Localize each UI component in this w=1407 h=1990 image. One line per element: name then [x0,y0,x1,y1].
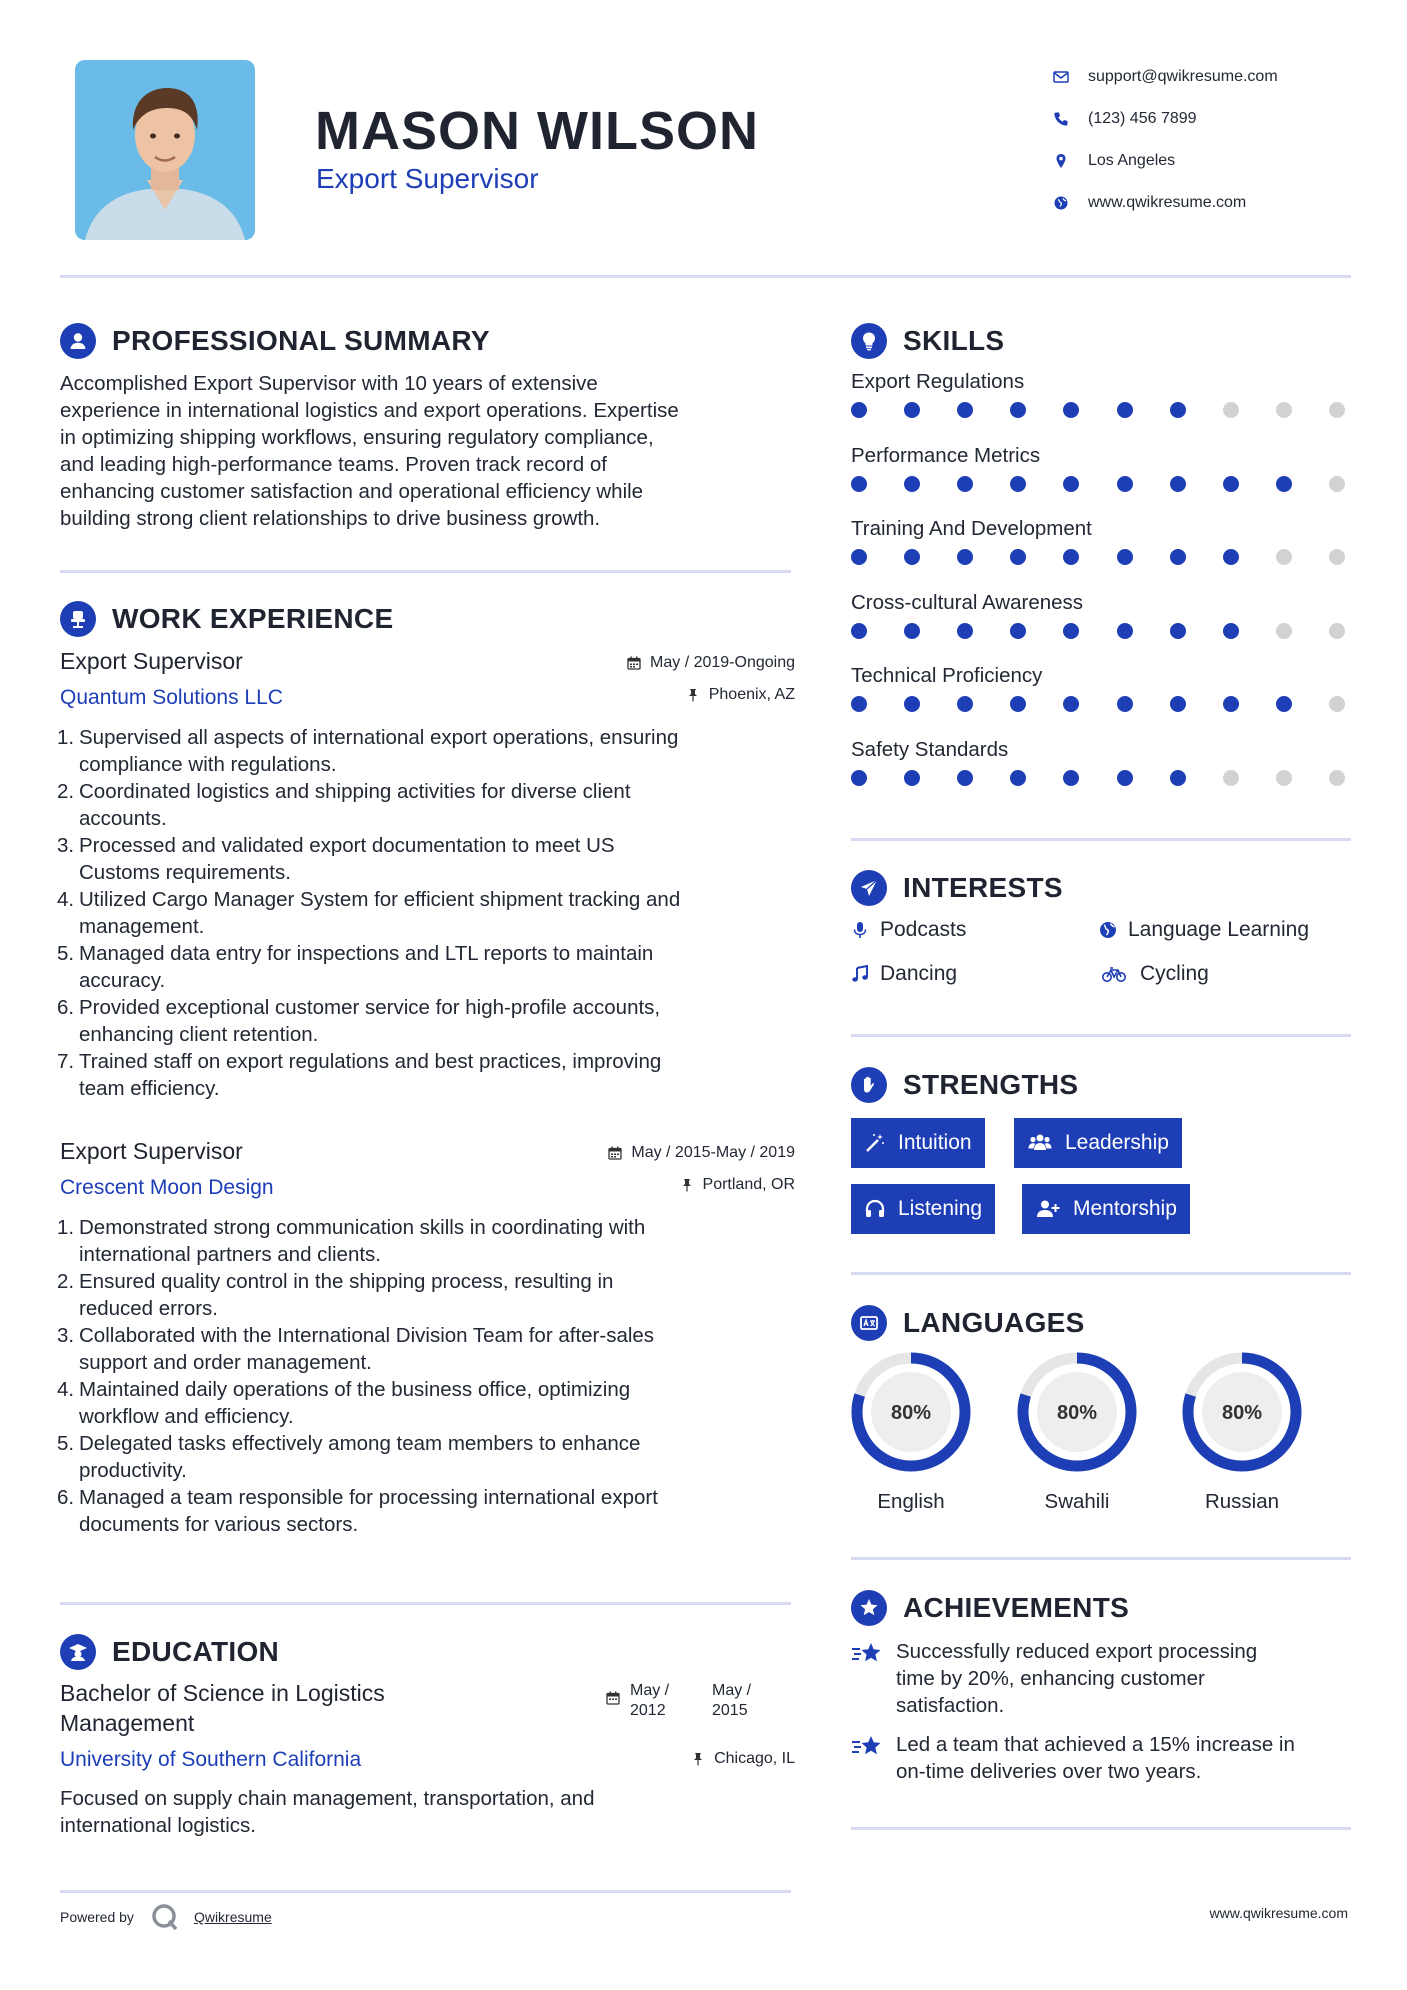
footer-divider [60,1890,791,1893]
calendar-icon [608,1146,622,1160]
language-ring [1180,1350,1304,1474]
shooting-star-icon [851,1639,885,1669]
language-item [1015,1350,1139,1514]
skill-dot-filled [1117,770,1133,786]
skill-dot-filled [957,623,973,639]
footer-powered-by [60,1902,272,1932]
skill-dot-filled [1170,476,1186,492]
skill-dot-filled [1223,549,1239,565]
job-location [680,1176,795,1194]
list-item: 6. Provided exceptional customer service for high-profile accounts, enhancing client retention. [57,996,661,1046]
skill-dot-filled [1117,696,1133,712]
skill-dot-filled [1223,696,1239,712]
work-divider [60,1602,791,1605]
skill-dot-filled [957,549,973,565]
list-item: 1. Demonstrated strong communication skills in coordinating with international partners and clients. [57,1216,646,1266]
candidate-title: Export Supervisor [316,163,539,194]
language-name: English [877,1490,945,1513]
strength-tag-intuition: Intuition [851,1118,985,1168]
contact-website[interactable] [1050,182,1350,224]
job-duties [57,724,795,1102]
list-item: 3. Collaborated with the International Division Team for after-sales support and order management. [57,1324,655,1374]
skill-dot-filled [1117,623,1133,639]
skills-list [851,370,1351,811]
skill-dot-filled [957,402,973,418]
job-duties [57,1214,795,1538]
skill-dot-filled [1170,549,1186,565]
skill-dot-empty [1276,770,1292,786]
skill-dot-filled [1170,696,1186,712]
language-item [849,1350,973,1514]
calendar-icon [627,656,641,670]
job-date-text: May / 2019-Ongoing [650,654,795,671]
list-item: 5. Delegated tasks effectively among team members to enhance productivity. [57,1432,641,1482]
interest-item: Dancing [851,962,957,986]
user-plus-icon [1035,1198,1061,1220]
strength-tag-leadership: Leadership [1014,1118,1182,1168]
hand-icon [851,1067,887,1103]
skill-dot-filled [957,476,973,492]
skill-dot-filled [1063,476,1079,492]
list-item: 2. Ensured quality control in the shipping process, resulting in reduced errors. [57,1270,614,1320]
skill-dot-empty [1329,770,1345,786]
language-name: Swahili [1044,1490,1110,1513]
strength-tag-listening: Listening [851,1184,995,1234]
languages-divider [851,1557,1351,1560]
pin-icon [686,688,700,702]
language-percent: 80% [890,1402,932,1424]
skill-row [851,444,1351,518]
candidate-name: MASON WILSON [315,101,759,161]
profile-photo [75,60,255,240]
list-item: 5. Managed data entry for inspections and LTL reports to maintain accuracy. [57,942,654,992]
skill-row [851,738,1351,812]
interests-title: INTERESTS [903,872,1063,903]
job-date [627,654,795,672]
skill-name: Export Regulations [851,370,1025,393]
paper-plane-icon [851,870,887,906]
job-role: Export Supervisor [60,648,243,674]
job-date [608,1144,795,1162]
languages-heading [851,1305,1085,1341]
language-percent: 80% [1056,1402,1098,1424]
skill-dot-filled [1063,770,1079,786]
skill-dot-filled [1010,770,1026,786]
job-company: Quantum Solutions LLC [60,686,283,709]
skill-dot-filled [1223,476,1239,492]
work-title: WORK EXPERIENCE [112,603,394,634]
skill-dot-filled [851,623,867,639]
header-divider [60,275,1351,278]
summary-heading [60,323,490,359]
interests-divider [851,1034,1351,1037]
strength-tag-mentorship: Mentorship [1022,1184,1190,1234]
summary-line: in optimizing shipping workflows, ensuring regulatory compliance, [60,426,654,449]
contact-phone[interactable] [1050,98,1350,140]
skill-name: Training And Development [851,517,1092,540]
education-dates [606,1681,794,1721]
skill-level [851,770,1345,786]
education-description: Focused on supply chain management, transportation, and international logistics. [60,1787,595,1837]
skill-row [851,664,1351,738]
microphone-icon [851,921,869,939]
list-item: 4. Maintained daily operations of the business office, optimizing workflow and efficiency. [57,1378,631,1428]
education-start-date: May / 2012 [630,1682,670,1719]
shooting-star-icon [851,1732,885,1762]
language-icon [851,1305,887,1341]
phone-icon [1050,111,1088,127]
contact-block [1050,56,1350,224]
skill-level [851,623,1345,639]
skill-dot-filled [1117,549,1133,565]
skills-divider [851,838,1351,841]
powered-by-label: Powered by [60,1909,134,1925]
education-end-date: May / 2015 [712,1682,752,1719]
skill-dot-filled [1276,696,1292,712]
skill-dot-filled [1010,623,1026,639]
skill-row [851,591,1351,665]
skill-dot-filled [904,476,920,492]
skill-dot-filled [1117,402,1133,418]
pin-icon [680,1178,694,1192]
achievement-item: Successfully reduced export processing time by 20%, enhancing customer satisfaction. [851,1638,1351,1719]
strengths-title: STRENGTHS [903,1069,1079,1100]
contact-phone-text: (123) 456 7899 [1088,110,1197,127]
summary-line: Accomplished Export Supervisor with 10 years of extensive [60,372,598,395]
interests-heading [851,870,1063,906]
footer-website[interactable]: www.qwikresume.com [1209,1905,1348,1921]
language-percent: 80% [1221,1402,1263,1424]
skill-name: Performance Metrics [851,443,1041,467]
contact-email[interactable] [1050,56,1350,98]
summary-line: experience in international logistics and export operations. Expertise [60,399,679,422]
contact-location [1050,140,1350,182]
skill-dot-empty [1329,623,1345,639]
user-icon [60,323,96,359]
skill-dot-filled [1276,476,1292,492]
skill-dot-filled [1010,476,1026,492]
skill-dot-empty [1276,549,1292,565]
skill-name: Safety Standards [851,737,1009,761]
skill-dot-filled [904,402,920,418]
skill-dot-filled [1010,696,1026,712]
skill-dot-filled [1170,402,1186,418]
skill-dot-filled [904,696,920,712]
job-date-text: May / 2015-May / 2019 [631,1144,795,1161]
summary-title: PROFESSIONAL SUMMARY [112,325,490,356]
education-degree: Bachelor of Science in Logistics Management [60,1680,385,1736]
skill-dot-filled [904,770,920,786]
globe-icon [1050,195,1088,211]
language-item [1180,1350,1304,1514]
achievement-item: Led a team that achieved a 15% increase in on-time deliveries over two years. [851,1731,1351,1785]
skill-dot-filled [1063,696,1079,712]
education-school: University of Southern California [60,1748,362,1771]
skill-dot-empty [1223,402,1239,418]
profile-photo-image [75,60,255,240]
contact-email-text: support@qwikresume.com [1088,68,1278,85]
job-location-text: Phoenix, AZ [708,686,795,703]
skill-dot-empty [1329,696,1345,712]
language-name: Russian [1204,1490,1280,1513]
language-ring [1015,1350,1139,1474]
graduate-icon [60,1634,96,1670]
language-ring [849,1350,973,1474]
skill-dot-empty [1329,402,1345,418]
skill-level [851,696,1345,712]
achievements-heading [851,1590,1129,1626]
chair-icon [60,601,96,637]
brand-link[interactable]: Qwikresume [193,1909,272,1925]
interest-item: Cycling [1099,962,1209,986]
interest-item: Language Learning [1099,918,1309,942]
envelope-icon [1050,69,1088,85]
list-item: 6. Managed a team responsible for processing international export documents for various sectors. [57,1486,658,1536]
skill-dot-filled [851,770,867,786]
achievements-title: ACHIEVEMENTS [903,1592,1130,1623]
skill-dot-filled [1010,402,1026,418]
skill-dot-filled [904,623,920,639]
skill-name: Technical Proficiency [851,664,1043,687]
skill-dot-empty [1329,549,1345,565]
lightbulb-icon [851,323,887,359]
skill-level [851,549,1345,565]
list-item: 2. Coordinated logistics and shipping activities for diverse client accounts. [57,780,631,830]
headphones-icon [864,1198,886,1220]
summary-line: building strong client relationships to drive business growth. [60,507,601,530]
job-entry [57,648,795,1102]
skill-dot-filled [1063,623,1079,639]
strengths-heading [851,1067,1078,1103]
skill-dot-filled [904,549,920,565]
users-icon [1027,1132,1053,1154]
contact-website-text: www.qwikresume.com [1088,194,1247,211]
summary-line: and leading high-performance teams. Proven track record of [60,453,607,476]
list-item: 3. Processed and validated export documentation to meet US Customs requirements. [57,834,615,884]
skill-row [851,370,1351,444]
summary-text [60,370,800,532]
skill-dot-filled [851,476,867,492]
skill-dot-filled [1170,770,1186,786]
education-title: EDUCATION [112,1636,280,1667]
skill-row [851,517,1351,591]
contact-location-text: Los Angeles [1088,152,1176,169]
skill-dot-filled [851,696,867,712]
pin-icon [691,1752,705,1766]
music-note-icon [851,965,869,983]
education-location: Chicago, IL [691,1750,795,1768]
skill-dot-filled [851,549,867,565]
map-marker-icon [1050,153,1088,169]
skills-title: SKILLS [903,325,1005,356]
skills-heading [851,323,1004,359]
skill-dot-filled [1063,549,1079,565]
magic-wand-icon [864,1132,886,1154]
calendar-icon [606,1691,620,1705]
job-role: Export Supervisor [60,1138,243,1164]
skill-name: Cross-cultural Awareness [851,590,1084,614]
skill-dot-filled [1117,476,1133,492]
summary-divider [60,570,791,573]
list-item: 4. Utilized Cargo Manager System for efficient shipment tracking and management. [57,888,681,938]
skill-dot-empty [1276,623,1292,639]
skill-dot-empty [1329,476,1345,492]
skill-dot-empty [1223,770,1239,786]
skill-dot-filled [957,770,973,786]
bicycle-icon [1099,965,1129,983]
skill-dot-filled [1010,549,1026,565]
star-badge-icon [851,1590,887,1626]
job-company: Crescent Moon Design [60,1176,274,1199]
skill-level [851,402,1345,418]
skill-dot-filled [851,402,867,418]
skill-dot-filled [1063,402,1079,418]
job-location-text: Portland, OR [702,1176,795,1193]
list-item: 7. Trained staff on export regulations and best practices, improving team efficiency. [57,1050,662,1100]
qwikresume-logo-icon [150,1902,180,1932]
list-item: 1. Supervised all aspects of international export operations, ensuring compliance with regulations. [57,726,679,776]
skill-dot-filled [1223,623,1239,639]
job-entry [57,1138,795,1538]
languages-title: LANGUAGES [903,1307,1085,1338]
strengths-divider [851,1272,1351,1275]
skill-level [851,476,1345,492]
work-heading [60,601,393,637]
achievements-divider [851,1827,1351,1830]
education-heading [60,1634,279,1670]
skill-dot-filled [957,696,973,712]
summary-line: enhancing customer satisfaction and operational efficiency while [60,480,644,503]
globe-icon [1099,921,1117,939]
skill-dot-empty [1276,402,1292,418]
interest-item: Podcasts [851,918,966,942]
skill-dot-filled [1170,623,1186,639]
job-location [686,686,795,704]
